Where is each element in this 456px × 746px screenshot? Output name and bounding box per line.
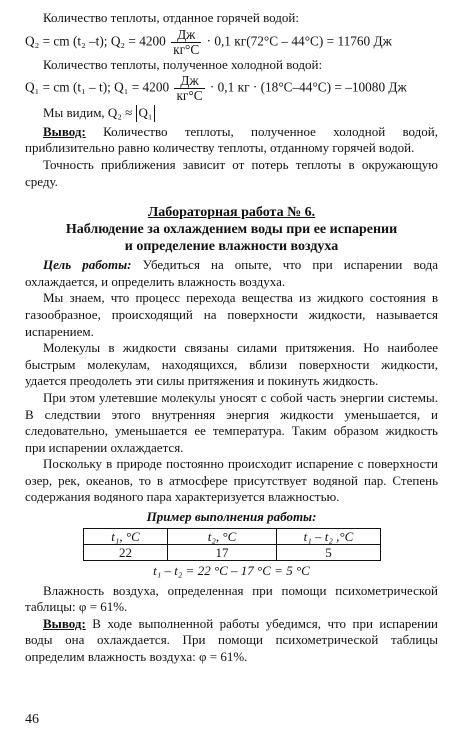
heat-given-label: Количество теплоты, отданное горячей водой: [43,10,299,25]
formula-q2-lhs: Q₂ = cm (t₂ –t); Q₂ = 4200 [25,33,166,49]
results-table [83,528,381,561]
goal-text: Убедиться на опыте, что при испарении вода охлаждается, и определить влажность воздуха. [25,257,439,289]
table-header-row [84,528,381,544]
table-header-cell: t₁, °C [84,528,168,544]
table-row [84,544,381,560]
table-cell: 17 [168,544,277,560]
formula-q2-fraction [171,28,201,57]
heat-received-label: Количество теплоты, полученное холодной водой: [43,56,323,72]
table-header-cell: t₂, °C [168,528,277,544]
body-paragraph-4: Поскольку в природе постоянно происходит испарение с поверхности озер, рек, океанов, то в атмосфере присутствует водяной пар. Степень содержания водяного пара характеризуется влажностью. [25,456,438,505]
fraction-denominator: кг°C [173,41,200,57]
accuracy-paragraph: Точность приближения зависит от потерь теплоты в окружающую среду. [25,156,438,189]
lab-title [25,204,438,221]
formula-q1-lhs: Q₁ = cm (t₁ – t); Q₁ = 4200 [25,79,170,95]
table-header-cell: t₁ – t₂ ,°C [277,528,381,544]
formula-q1-fraction [174,74,204,103]
table-cell: 5 [277,544,381,560]
body-paragraph-2: Молекулы в жидкости связаны силами притяжения. Но наиболее быстрым молекулам, находящихся, вблизи поверхности жидкости, удается преодолеть эти силы притяжения и покинуть жидкость. [25,340,438,389]
page-number: 46 [25,712,39,727]
formula-q2-rhs: · 0,1 кг(72°С – 44°С) = 11760 Дж [206,33,392,49]
example-title: Пример выполнения работы: [146,509,317,525]
fraction-denominator: кг°C [176,88,203,104]
temperature-difference: t₁ – t₂ = 22 °С – 17 °С = 5 °С [153,562,310,578]
humidity-paragraph: Влажность воздуха, определенная при помощи психометрической таблицы: φ = 61%. [25,582,438,615]
conclusion-1-text: Количество теплоты, полученное холодной водой, приблизительно равно количеству теплоты, отданному горячей водой. [25,123,438,156]
conclusion-1-label: Вывод: [43,123,86,139]
table-cell: 22 [84,544,168,560]
body-paragraph-3: При этом улетевшие молекулы уносят с собой часть энергии системы. В следствии этого внутренняя энергия жидкости уменьшается, и следовательно, уменьшается ее температура. Таким образом жидкость при испарении охлаждается. [25,389,438,455]
comparison-line [25,105,438,122]
fraction-numerator: Дж [174,74,204,89]
conclusion-2-text: В ходе выполненной работы убедимся, что при испарении воды она охлаждается. При помощи психометрической таблицы определим влажность воздуха: φ = 61%. [25,615,438,665]
lab-title-text: Лабораторная работа № 6. [147,205,316,221]
lab-subtitle-2: и определение влажности воздуха [124,239,339,255]
formula-q2 [25,28,438,57]
formula-q1-rhs: · 0,1 кг · (18°С–44°С) = –10080 Дж [209,79,407,95]
conclusion-2-label: Вывод: [43,615,86,631]
conclusion-1 [25,124,438,157]
lab-subtitle-1: Наблюдение за охлаждением воды при ее испарении [65,222,398,238]
formula-q1 [25,74,438,103]
comparison-prefix: Мы видим, Q₂ ≈ [43,105,133,121]
conclusion-2 [25,616,438,666]
abs-q1: Q₁ [136,105,156,122]
goal-label: Цель работы: [43,257,132,273]
fraction-numerator: Дж [171,28,201,43]
goal-paragraph [25,257,438,290]
body-paragraph-1: Мы знаем, что процесс перехода вещества из жидкого состояния в газообразное, происходящий на поверхности жидкости, называется испарением. [25,290,438,339]
